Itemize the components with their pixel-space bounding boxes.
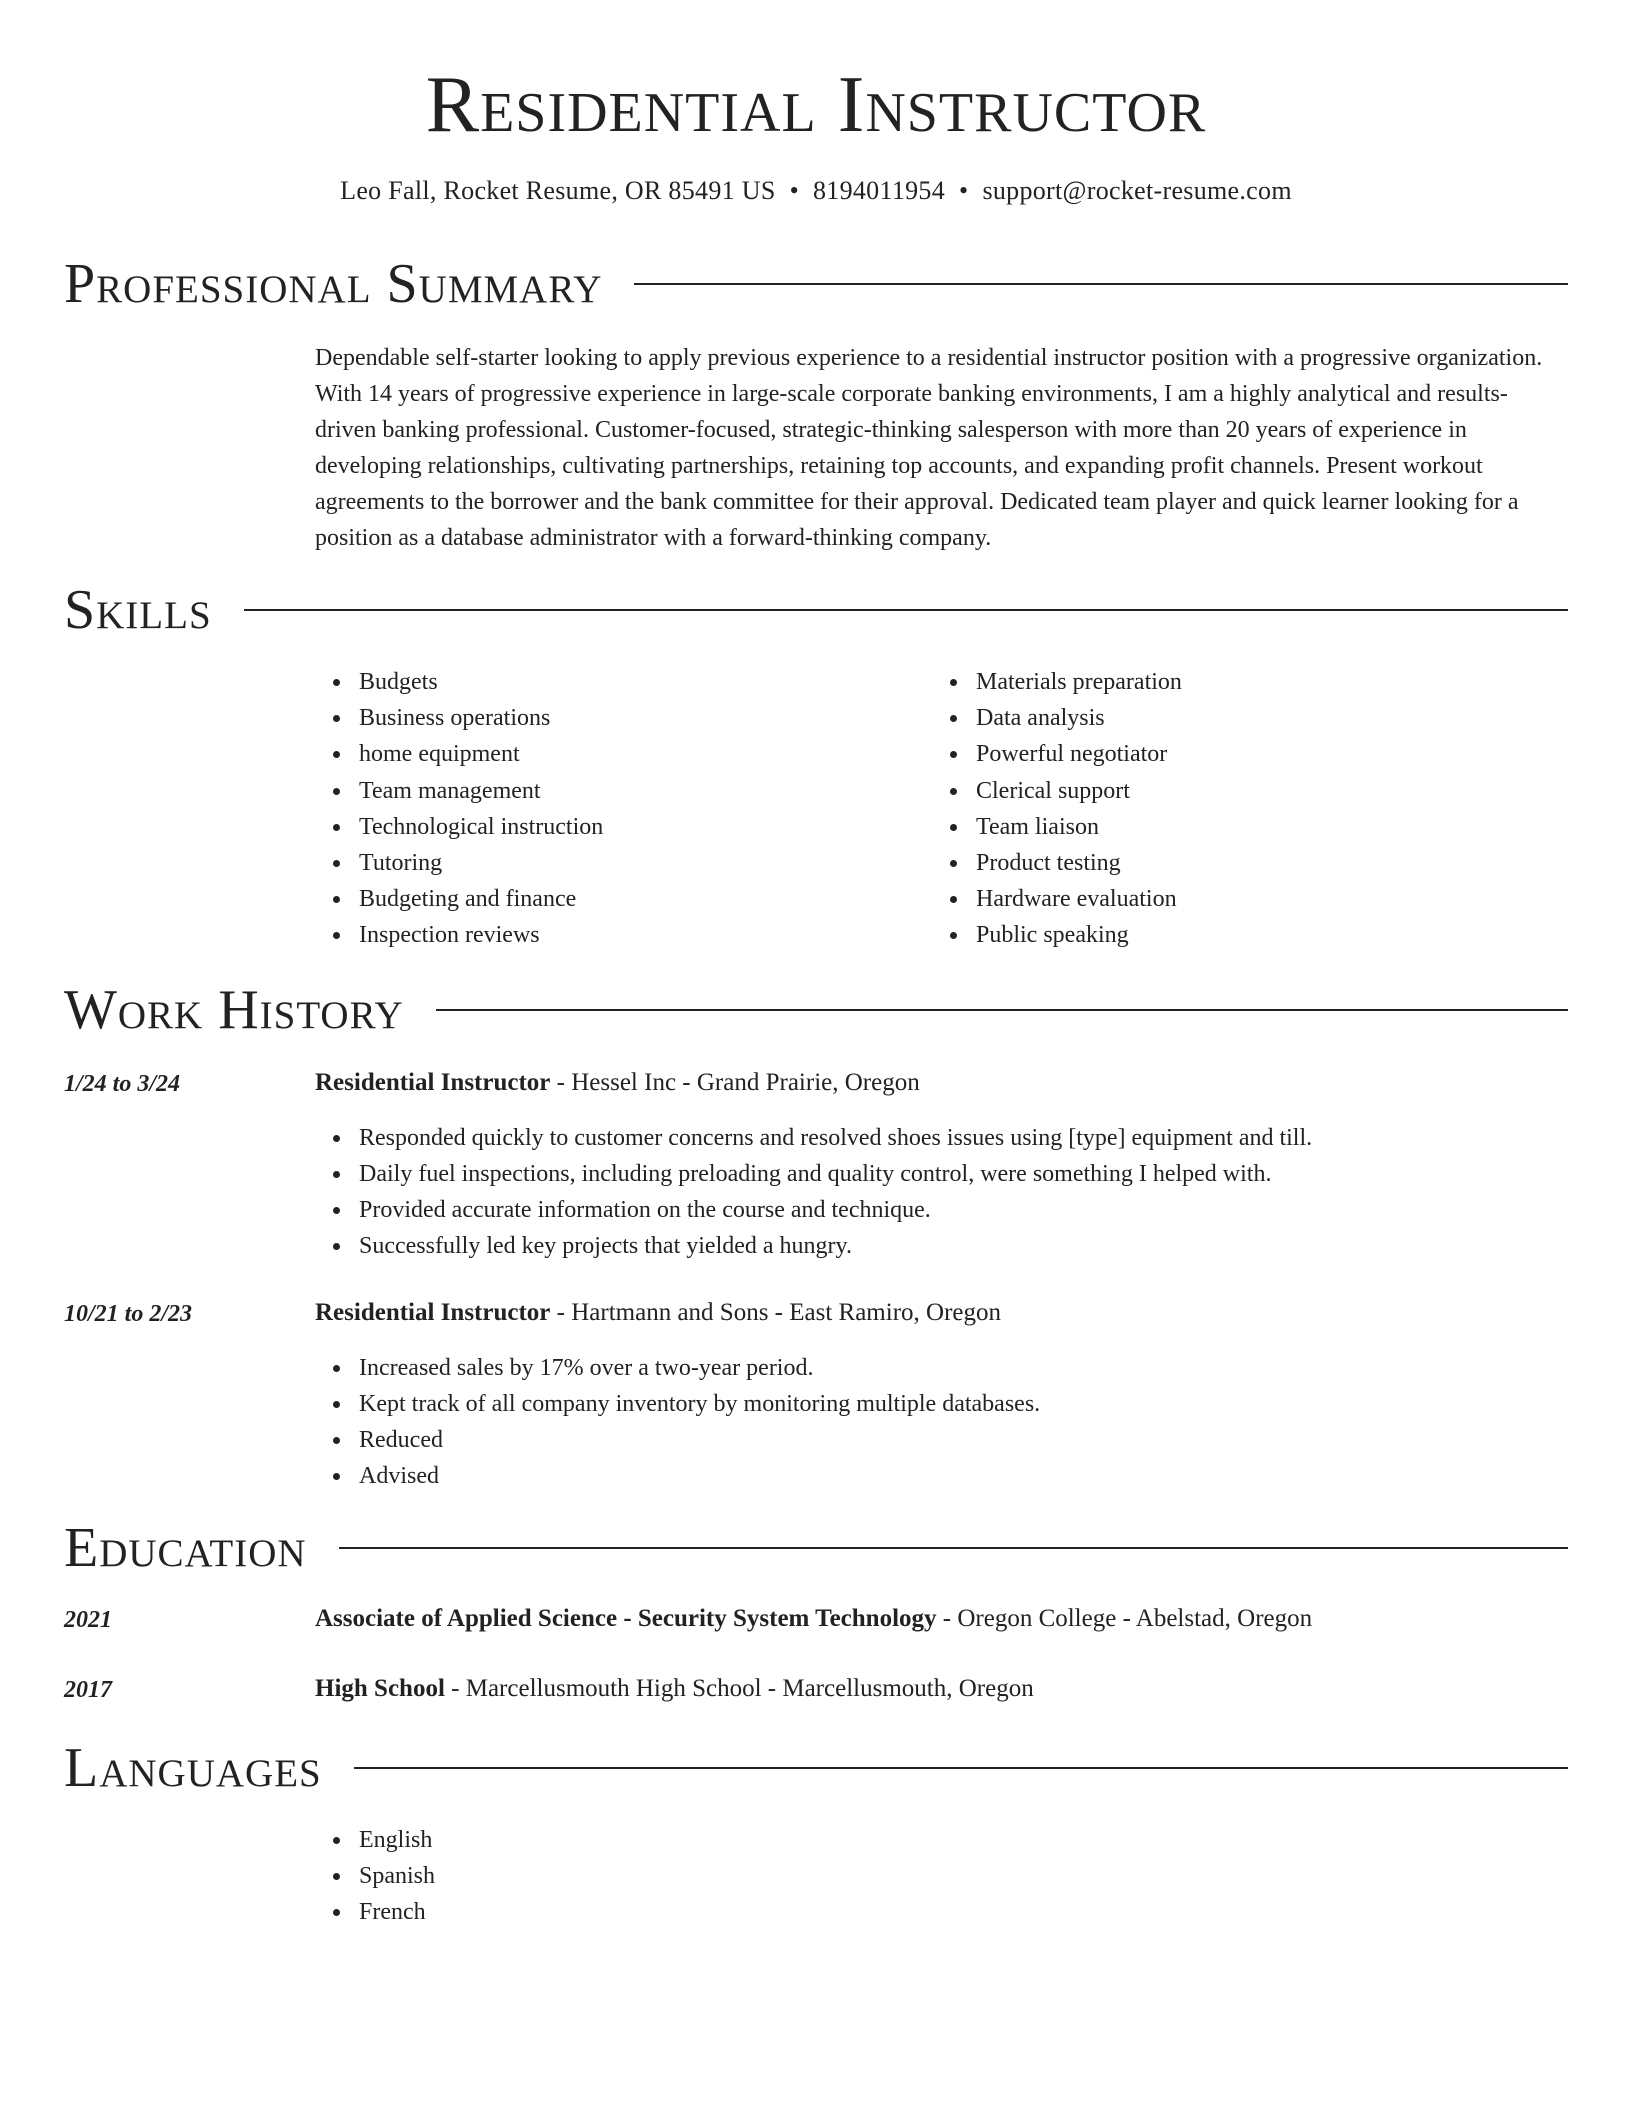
education-year: 2017	[64, 1677, 112, 1703]
skill-item: Clerical support	[932, 773, 1532, 809]
languages-list	[315, 1822, 1568, 1930]
job-bullet-list	[315, 1350, 1568, 1494]
job-dates: 10/21 to 2/23	[64, 1301, 193, 1327]
job-bullet: Responded quickly to customer concerns and resolved shoes issues using [type] equipment and till.	[315, 1120, 1568, 1156]
job-dates: 1/24 to 3/24	[64, 1071, 181, 1097]
skills-list-right	[932, 664, 1532, 954]
language-item: Spanish	[315, 1858, 1568, 1894]
job-heading	[315, 1296, 1568, 1330]
contact-email: support@rocket-resume.com	[982, 176, 1292, 205]
job-bullet: Reduced	[315, 1422, 1568, 1458]
skills-section-header	[64, 580, 1568, 640]
skill-item: Hardware evaluation	[932, 881, 1532, 917]
languages-section-header	[64, 1738, 1568, 1798]
job-bullet: Provided accurate information on the course and technique.	[315, 1192, 1568, 1228]
skills-list-left	[315, 664, 915, 954]
work-section-header	[64, 980, 1568, 1040]
languages-heading: Languages	[64, 1737, 322, 1799]
section-divider	[354, 1767, 1568, 1769]
skill-item: Public speaking	[932, 917, 1532, 953]
skill-item: Product testing	[932, 845, 1532, 881]
language-item: English	[315, 1822, 1568, 1858]
skills-heading: Skills	[64, 579, 212, 641]
skill-item: Budgeting and finance	[315, 881, 915, 917]
skill-item: Data analysis	[932, 700, 1532, 736]
resume-title: Residential Instructor	[425, 61, 1207, 149]
education-degree: Associate of Applied Science - Security System Technology	[315, 1605, 937, 1632]
skill-item: Tutoring	[315, 845, 915, 881]
job-bullet: Advised	[315, 1458, 1568, 1494]
contact-phone: 8194011954	[812, 176, 946, 205]
skill-item: Team management	[315, 773, 915, 809]
skill-item: Technological instruction	[315, 809, 915, 845]
skill-item: Powerful negotiator	[932, 736, 1532, 772]
education-degree: High School	[315, 1675, 445, 1702]
skill-item: Budgets	[315, 664, 915, 700]
resume-page	[64, 0, 1568, 2112]
education-entry	[315, 1602, 1568, 1636]
education-heading: Education	[64, 1517, 307, 1579]
section-divider	[634, 283, 1568, 285]
job-details: - Hessel Inc - Grand Prairie, Oregon	[550, 1069, 920, 1096]
summary-section-header	[64, 254, 1568, 314]
education-details: - Marcellusmouth High School - Marcellusmouth, Oregon	[444, 1675, 1034, 1702]
skill-item: home equipment	[315, 736, 915, 772]
skill-item: Team liaison	[932, 809, 1532, 845]
section-divider	[436, 1009, 1568, 1011]
contact-line	[64, 174, 1568, 208]
summary-text: Dependable self-starter looking to apply previous experience to a residential instructor position with a progressive organization. With 14 years of progressive experience in large-scale corporate banking environments, I am a highly analytical and results-driven banking professional. Customer-focused, strategic-thinking salesperson with more than 20 years of experience in developing relationships, cultivating partnerships, retaining top accounts, and expanding profit channels. Present workout agreements to the borrower and the bank committee for their approval. Dedicated team player and quick learner looking for a position as a database administrator with a forward-thinking company.	[315, 345, 1543, 551]
education-section-header	[64, 1518, 1568, 1578]
job-role: Residential Instructor	[315, 1299, 551, 1326]
contact-separator: •	[959, 176, 969, 205]
job-bullet: Increased sales by 17% over a two-year period.	[315, 1350, 1568, 1386]
skill-item: Business operations	[315, 700, 915, 736]
education-entry	[315, 1672, 1568, 1706]
job-bullet: Daily fuel inspections, including preloading and quality control, were something I helped with.	[315, 1156, 1568, 1192]
section-divider	[244, 609, 1568, 611]
education-year: 2021	[64, 1607, 112, 1633]
job-details: - Hartmann and Sons - East Ramiro, Oregon	[550, 1299, 1002, 1326]
skill-item: Inspection reviews	[315, 917, 915, 953]
summary-heading: Professional Summary	[64, 253, 603, 315]
job-bullet: Successfully led key projects that yielded a hungry.	[315, 1228, 1568, 1264]
section-divider	[339, 1547, 1568, 1549]
job-bullet: Kept track of all company inventory by monitoring multiple databases.	[315, 1386, 1568, 1422]
contact-address: Leo Fall, Rocket Resume, OR 85491 US	[340, 176, 776, 205]
job-heading	[315, 1066, 1568, 1100]
language-item: French	[315, 1894, 1568, 1930]
education-details: - Oregon College - Abelstad, Oregon	[936, 1605, 1313, 1632]
skill-item: Materials preparation	[932, 664, 1532, 700]
job-role: Residential Instructor	[315, 1069, 551, 1096]
job-bullet-list	[315, 1120, 1568, 1264]
work-heading: Work History	[64, 979, 404, 1041]
contact-separator: •	[789, 176, 799, 205]
